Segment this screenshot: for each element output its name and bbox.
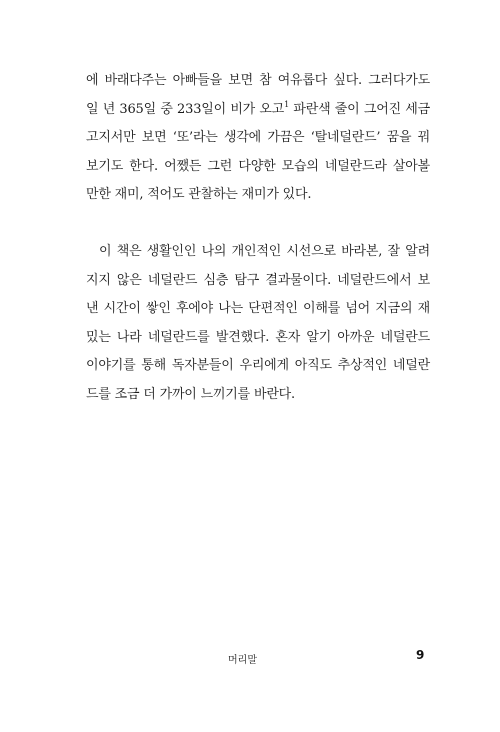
text-line: 낸 시간이 쌓인 후에야 나는 단편적인 이해를 넘어 지금의 재 (86, 301, 430, 317)
running-footer-section: 머리말 (228, 655, 257, 666)
page-number: 9 (416, 648, 425, 662)
text-line (86, 238, 430, 267)
text-line (86, 96, 430, 125)
text-line: 드를 조금 더 가까이 느끼기를 바란다. (86, 386, 295, 402)
text-line: 이야기를 통해 독자분들이 우리에게 아직도 추상적인 네덜란 (86, 358, 430, 374)
text-line-part: 일 년 365일 중 233일이 비가 오고 (86, 101, 285, 117)
text-line: 고지서만 보면 ‘또’라는 생각에 가끔은 ‘탈네덜란드’ 꿈을 꿔 (86, 130, 430, 146)
text-line-part: 이 책은 생활인인 나의 개인적인 시선으로 바라본, 잘 알려 (99, 243, 430, 259)
footnote-marker: 1 (284, 99, 290, 109)
text-line: 지지 않은 네덜란드 심층 탐구 결과물이다. 네덜란드에서 보 (86, 272, 430, 288)
paragraph-2 (86, 238, 430, 410)
text-line: 밌는 나라 네덜란드를 발견했다. 혼자 알기 아까운 네덜란드 (86, 329, 430, 345)
body-text (86, 67, 430, 410)
paragraph-1 (86, 67, 430, 210)
text-line: 만한 재미, 적어도 관찰하는 재미가 있다. (86, 187, 312, 203)
text-line: 보기도 한다. 어쨌든 그런 다양한 모습의 네덜란드라 살아볼 (86, 158, 430, 174)
text-line-part: 파란색 줄이 그어진 세금 (289, 101, 431, 117)
text-line: 에 바래다주는 아빠들을 보면 참 여유롭다 싶다. 그러다가도 (86, 73, 430, 88)
